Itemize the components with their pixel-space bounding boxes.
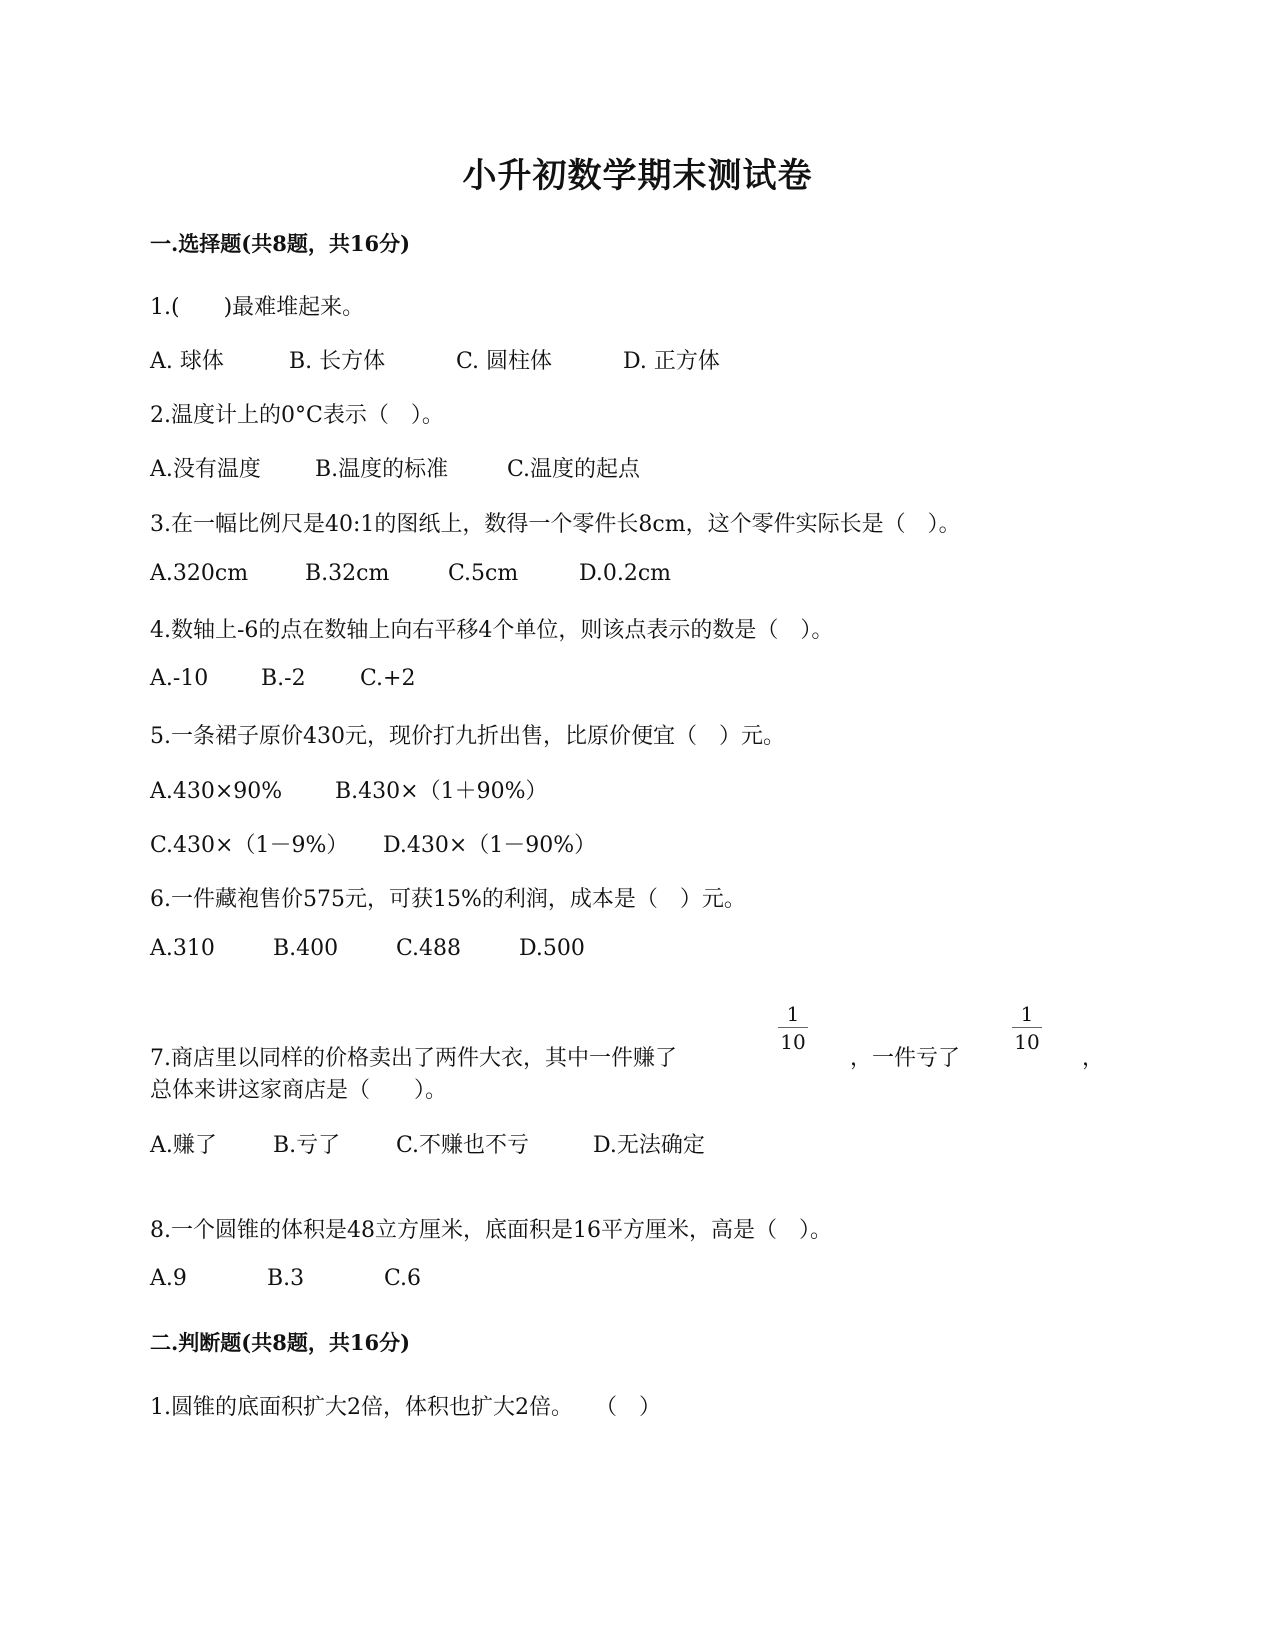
q5-option-d: D.430×（1－90%） xyxy=(383,833,597,858)
q2-option-a: A.没有温度 xyxy=(150,457,261,482)
q2-option-c: C.温度的起点 xyxy=(507,457,641,482)
q7-option-d: D.无法确定 xyxy=(593,1133,705,1158)
question-3: 3.在一幅比例尺是40:1的图纸上，数得一个零件长8cm，这个零件实际长是（ ）。 xyxy=(150,512,961,537)
q8-option-a: A.9 xyxy=(150,1266,187,1291)
q2-option-b: B.温度的标准 xyxy=(315,457,449,482)
question-5: 5.一条裙子原价430元，现价打九折出售，比原价便宜（ ）元。 xyxy=(150,724,785,749)
judgement-question-1: 1.圆锥的底面积扩大2倍，体积也扩大2倍。 （ ） xyxy=(150,1395,661,1420)
question-4: 4.数轴上-6的点在数轴上向右平移4个单位，则该点表示的数是（ ）。 xyxy=(150,618,834,643)
q3-option-d: D.0.2cm xyxy=(579,561,672,586)
q8-option-b: B.3 xyxy=(267,1266,305,1291)
q5-option-c: C.430×（1－9%） xyxy=(150,833,349,858)
q5-option-a: A.430×90% xyxy=(150,779,283,804)
section-heading-choice: 一.选择题(共8题，共16分) xyxy=(150,231,411,256)
question-1-options xyxy=(150,344,720,375)
q7-option-c: C.不赚也不亏 xyxy=(396,1133,530,1158)
fraction-1-numerator: 1 xyxy=(778,1004,808,1028)
fraction-one-tenth-1 xyxy=(778,1004,808,1052)
q3-option-c: C.5cm xyxy=(448,561,519,586)
q6-option-d: D.500 xyxy=(519,936,585,961)
q1-option-d: D. 正方体 xyxy=(623,349,720,374)
q4-option-c: C.+2 xyxy=(360,666,416,691)
question-6: 6.一件藏袍售价575元，可获15%的利润，成本是（ ）元。 xyxy=(150,887,746,912)
fraction-1-denominator: 10 xyxy=(780,1030,806,1054)
question-6-options xyxy=(150,936,585,961)
question-7-part3: ， xyxy=(1082,1046,1105,1071)
q8-option-c: C.6 xyxy=(384,1266,422,1291)
fraction-one-tenth-2 xyxy=(1012,1004,1042,1052)
question-5-options-row2 xyxy=(150,828,596,859)
fraction-2-numerator: 1 xyxy=(1012,1004,1042,1028)
q4-option-b: B.-2 xyxy=(261,666,306,691)
q3-option-a: A.320cm xyxy=(150,561,249,586)
q6-option-b: B.400 xyxy=(273,936,339,961)
question-8-options xyxy=(150,1266,421,1291)
q1-option-b: B. 长方体 xyxy=(289,349,386,374)
q7-option-a: A.赚了 xyxy=(150,1133,217,1158)
question-5-options-row1 xyxy=(150,774,547,805)
page-title: 小升初数学期末测试卷 xyxy=(462,156,813,196)
question-2-options xyxy=(150,452,640,483)
q3-option-b: B.32cm xyxy=(305,561,390,586)
question-1: 1.( )最难堆起来。 xyxy=(150,295,365,320)
question-4-options xyxy=(150,666,415,691)
q6-option-a: A.310 xyxy=(150,936,215,961)
question-8: 8.一个圆锥的体积是48立方厘米，底面积是16平方厘米，高是（ ）。 xyxy=(150,1218,832,1243)
q4-option-a: A.-10 xyxy=(150,666,209,691)
q6-option-c: C.488 xyxy=(396,936,462,961)
q1-option-c: C. 圆柱体 xyxy=(456,349,553,374)
question-7-part2: ，一件亏了 xyxy=(850,1046,961,1071)
question-7-options xyxy=(150,1128,705,1159)
question-3-options xyxy=(150,561,671,586)
question-2: 2.温度计上的0°C表示（ ）。 xyxy=(150,403,444,428)
section-heading-judgement: 二.判断题(共8题，共16分) xyxy=(150,1330,411,1355)
q7-option-b: B.亏了 xyxy=(273,1133,341,1158)
q5-option-b: B.430×（1＋90%） xyxy=(335,779,548,804)
question-7-line2: 总体来讲这家商店是（ ）。 xyxy=(150,1078,448,1103)
question-7-part1: 7.商店里以同样的价格卖出了两件大衣，其中一件赚了 xyxy=(150,1046,677,1071)
q1-option-a: A. 球体 xyxy=(150,349,224,374)
fraction-2-denominator: 10 xyxy=(1014,1030,1040,1054)
